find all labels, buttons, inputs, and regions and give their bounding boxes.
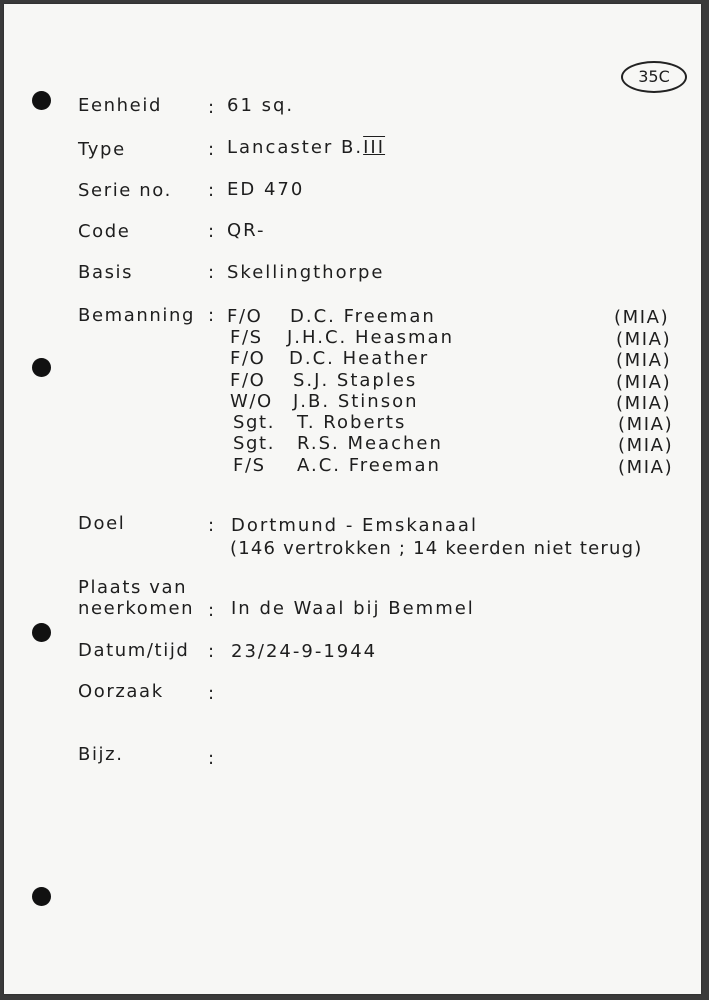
label-serie: Serie no.	[78, 180, 172, 201]
separator: :	[208, 683, 216, 704]
document-page	[4, 4, 701, 994]
crew-status: (MIA)	[618, 457, 674, 478]
crew-rank: F/S	[230, 327, 263, 348]
value-eenheid: 61 sq.	[227, 95, 295, 116]
crew-rank: F/O	[230, 348, 266, 369]
value-type-mark: III	[363, 137, 386, 158]
crew-name: J.B. Stinson	[293, 391, 419, 412]
label-plaats-line1: Plaats van	[78, 577, 188, 598]
value-datum: 23/24-9-1944	[231, 641, 378, 662]
separator: :	[208, 515, 216, 536]
value-doel: Dortmund - Emskanaal	[231, 515, 478, 536]
punch-hole	[32, 887, 51, 906]
crew-rank: Sgt.	[233, 433, 276, 454]
separator: :	[208, 748, 216, 769]
crew-name: A.C. Freeman	[297, 455, 441, 476]
crew-status: (MIA)	[616, 372, 672, 393]
label-datum: Datum/tijd	[78, 640, 190, 661]
label-bemanning: Bemanning	[78, 305, 196, 326]
crew-name: S.J. Staples	[293, 370, 418, 391]
separator: :	[208, 262, 216, 283]
separator: :	[208, 221, 216, 242]
crew-rank: Sgt.	[233, 412, 276, 433]
crew-name: D.C. Freeman	[290, 306, 436, 327]
crew-name: T. Roberts	[297, 412, 407, 433]
value-type	[227, 137, 385, 158]
crew-status: (MIA)	[616, 350, 672, 371]
value-type-model: Lancaster B.	[227, 137, 364, 158]
label-plaats-line2: neerkomen	[78, 598, 195, 619]
crew-name: R.S. Meachen	[297, 433, 443, 454]
crew-status: (MIA)	[616, 393, 672, 414]
punch-hole	[32, 358, 51, 377]
separator: :	[208, 600, 216, 621]
crew-rank: W/O	[230, 391, 273, 412]
crew-status: (MIA)	[618, 414, 674, 435]
value-serie: ED 470	[227, 179, 305, 200]
crew-rank: F/O	[227, 306, 263, 327]
value-code: QR-	[227, 220, 266, 241]
label-type: Type	[78, 139, 126, 160]
label-eenheid: Eenheid	[78, 95, 162, 116]
crew-status: (MIA)	[614, 307, 670, 328]
separator: :	[208, 641, 216, 662]
separator: :	[208, 139, 216, 160]
value-basis: Skellingthorpe	[227, 262, 385, 283]
separator: :	[208, 180, 216, 201]
crew-status: (MIA)	[618, 435, 674, 456]
value-doel-note: (146 vertrokken ; 14 keerden niet terug)	[230, 538, 643, 559]
label-oorzaak: Oorzaak	[78, 681, 164, 702]
reference-number: 35C	[621, 61, 687, 93]
punch-hole	[32, 623, 51, 642]
label-basis: Basis	[78, 262, 134, 283]
punch-hole	[32, 91, 51, 110]
separator: :	[208, 305, 216, 326]
separator: :	[208, 97, 216, 118]
crew-rank: F/O	[230, 370, 266, 391]
crew-name: J.H.C. Heasman	[287, 327, 454, 348]
label-code: Code	[78, 221, 131, 242]
label-bijz: Bijz.	[78, 744, 124, 765]
value-plaats: In de Waal bij Bemmel	[231, 598, 475, 619]
crew-name: D.C. Heather	[289, 348, 430, 369]
label-doel: Doel	[78, 513, 126, 534]
crew-rank: F/S	[233, 455, 266, 476]
crew-status: (MIA)	[616, 329, 672, 350]
